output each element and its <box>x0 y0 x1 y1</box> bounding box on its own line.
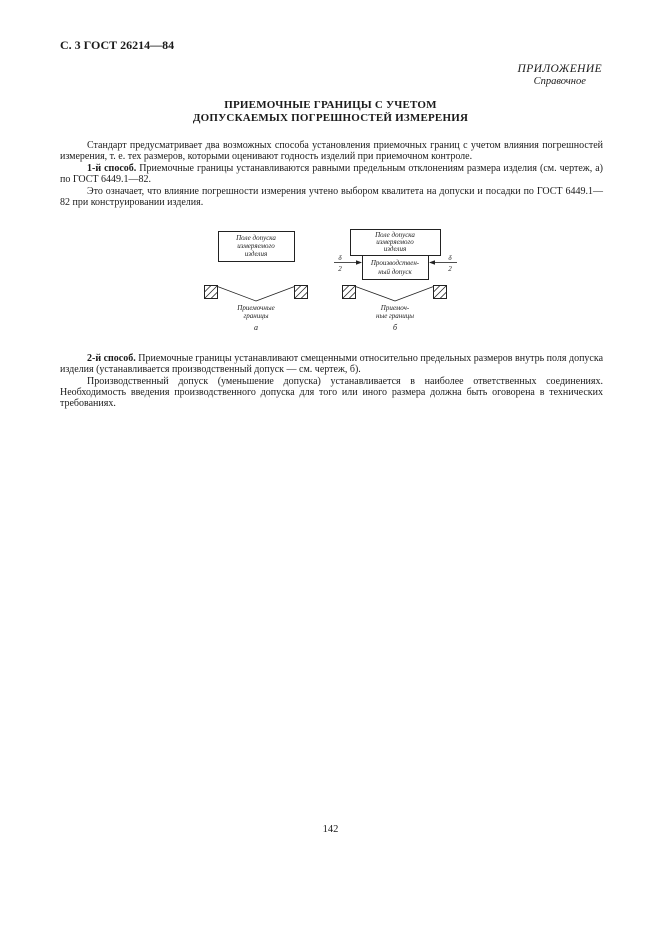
appendix-block <box>518 63 602 87</box>
svg-text:ный допуск: ный допуск <box>377 268 412 277</box>
svg-text:измеряемого: измеряемого <box>375 238 414 247</box>
acceptance-boundary-square-b-right <box>433 286 446 299</box>
tolerance-field-label-b: Поле допуска <box>374 231 415 240</box>
pointer-lines-a <box>217 287 294 302</box>
svg-text:изделия: изделия <box>383 245 406 254</box>
svg-text:2: 2 <box>337 265 342 274</box>
paragraph-1: Стандарт предусматривает два возможных способа установления приемочных границ с учетом влияния погрешностей измерения, т. е. тех размеров, которыми оценивают годность изделий при приемочном контроле. <box>60 140 603 163</box>
arrowhead-right-icon <box>356 261 362 265</box>
svg-text:δ: δ <box>447 254 452 263</box>
paragraph-2 <box>60 163 603 186</box>
acceptance-boundary-square-a-right <box>294 286 307 299</box>
delta-dimension-left <box>334 254 362 273</box>
body-text <box>60 140 603 410</box>
tolerance-field-label-a: Поле допуска <box>235 234 276 243</box>
paragraph-4 <box>60 353 603 376</box>
paragraph-2-lead: 1-й способ. <box>87 162 137 174</box>
header-doc-number: С. 3 ГОСТ 26214—84 <box>60 38 175 52</box>
figure-caption-b: б <box>392 323 397 333</box>
svg-text:δ: δ <box>337 254 342 263</box>
figure-b <box>334 230 457 333</box>
svg-text:границы: границы <box>243 312 268 321</box>
paragraph-5: Производственный допуск (уменьшение допуска) устанавливается в наиболее ответственных соединениях. Необходимость введения производственного допуска для того или иного размера должна быть оговорена в технических требованиях. <box>60 375 603 410</box>
page-number: 142 <box>322 824 339 835</box>
delta-dimension-right <box>429 254 457 273</box>
page-title-line1: ПРИЕМОЧНЫЕ ГРАНИЦЫ С УЧЕТОМ <box>224 99 437 111</box>
paragraph-3: Это означает, что влияние погрешности измерения учтено выбором квалитета на допуски и посадки по ГОСТ 6449.1—82 при конструировании изделия. <box>60 185 603 209</box>
appendix-label: ПРИЛОЖЕНИЕ <box>517 63 602 75</box>
production-tolerance-label: Производствен- <box>370 259 419 268</box>
svg-text:измеряемого: измеряемого <box>236 242 275 251</box>
paragraph-4-text: Приемочные границы устанавливают смещенными относительно предельных размеров внутрь поля допуска изделия (устанавливается производственный допуск — см. чертеж, б). <box>60 352 604 376</box>
bounds-label-b: Приемоч- <box>380 304 409 313</box>
figure-caption-a: а <box>253 323 258 333</box>
acceptance-boundary-square-a-left <box>204 286 217 299</box>
pointer-lines-b <box>355 287 433 302</box>
bounds-label-a: Приемочные <box>236 304 275 313</box>
svg-text:2: 2 <box>447 265 452 274</box>
svg-text:ные границы: ные границы <box>375 312 414 321</box>
acceptance-boundary-square-b-left <box>342 286 355 299</box>
arrowhead-left-icon <box>429 261 435 265</box>
page-title-line2: ДОПУСКАЕМЫХ ПОГРЕШНОСТЕЙ ИЗМЕРЕНИЯ <box>192 112 469 124</box>
page-title <box>0 99 661 125</box>
paragraph-4-lead: 2-й способ. <box>87 352 136 364</box>
paragraph-2-text: Приемочные границы устанавливаются равными предельным отклонениям размера изделия (см. чертеж, а) по ГОСТ 6449.1—82. <box>60 162 603 186</box>
figure-drawing <box>204 229 460 333</box>
appendix-note: Справочное <box>533 76 586 87</box>
figure <box>204 229 460 336</box>
svg-text:изделия: изделия <box>244 250 267 259</box>
figure-a <box>204 232 307 333</box>
